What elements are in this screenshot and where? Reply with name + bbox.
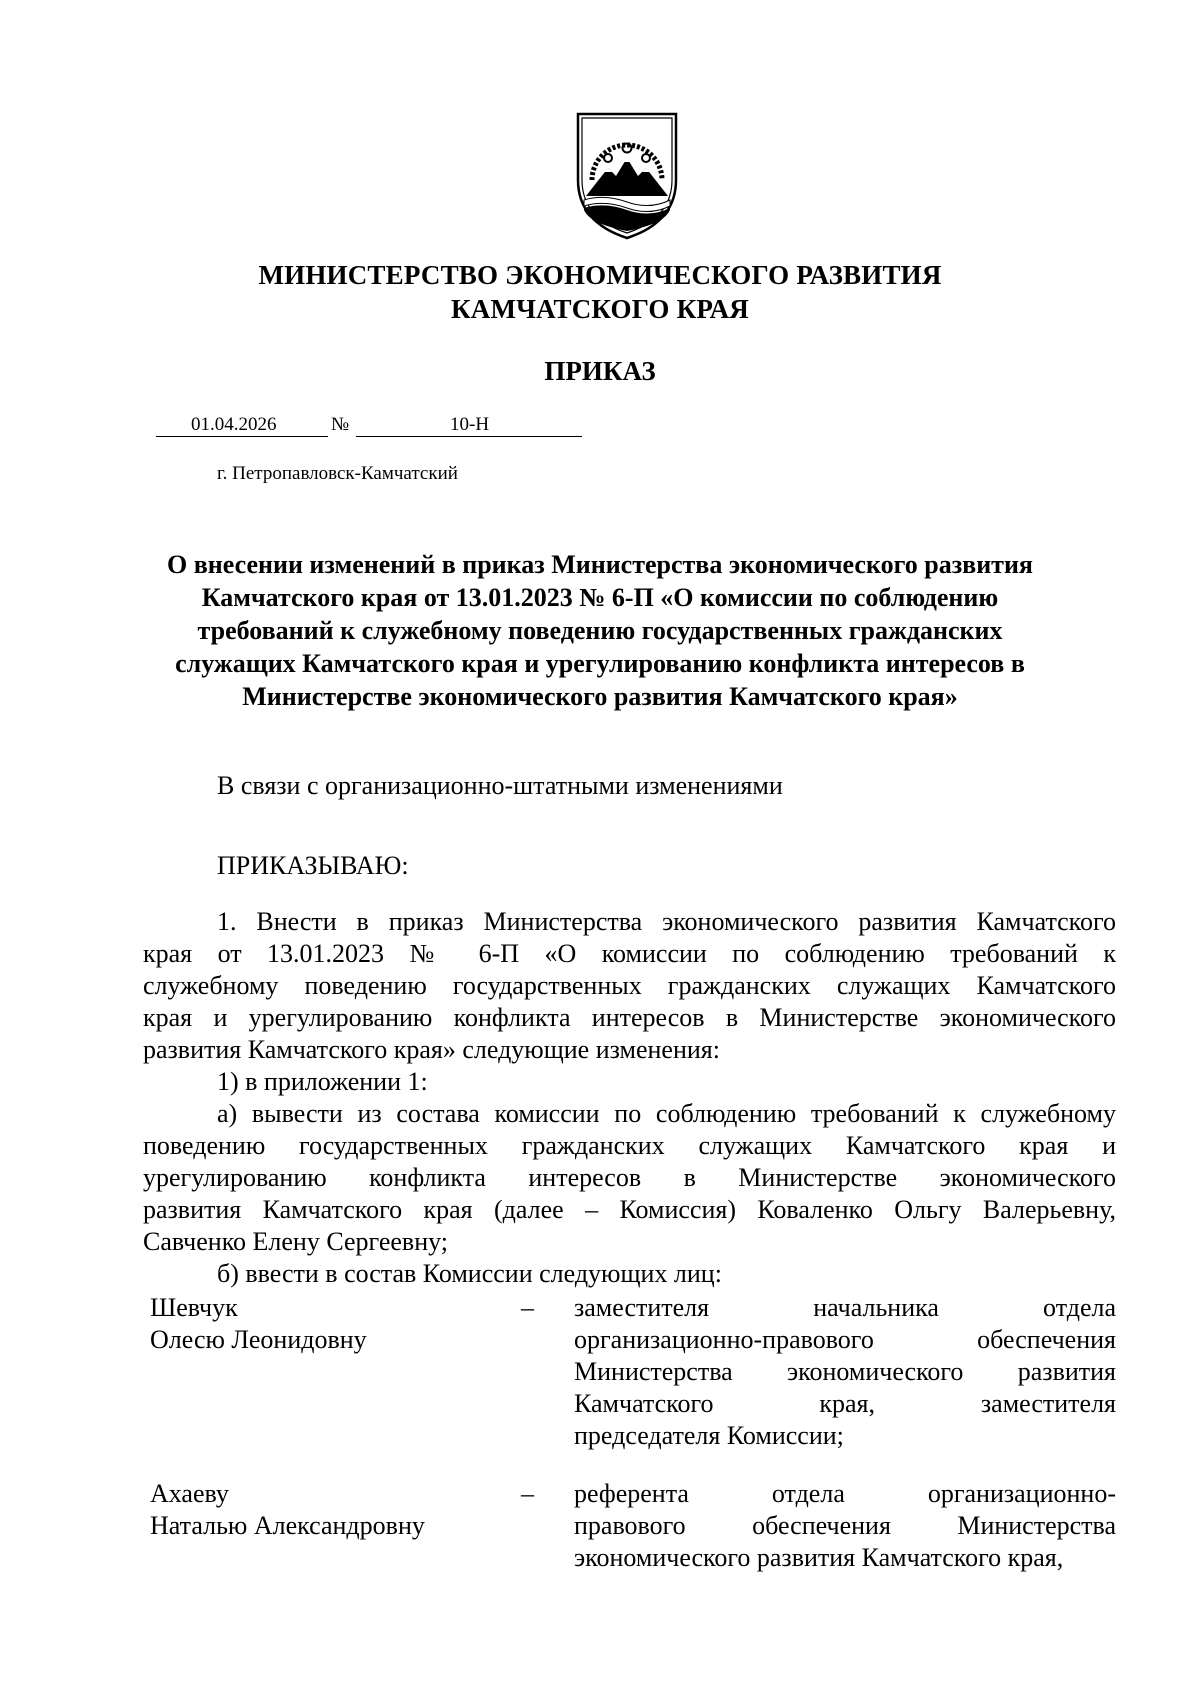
subject-line: служащих Камчатского края и урегулированию конфликта интересов в [175,649,1025,678]
item1-line: служебному поведению государственных гражданских служащих Камчатского [143,971,1116,1000]
registration-line [0,412,1200,438]
ministry-name-line2: КАМЧАТСКОГО КРАЯ [451,294,749,324]
subitem-a-line: урегулированию конфликта интересов в Министерстве экономического [143,1163,1116,1192]
order-date: 01.04.2026 [191,414,277,435]
member-given-names: Наталью Александровну [150,1511,425,1540]
ministry-name-line1: МИНИСТЕРСТВО ЭКОНОМИЧЕСКОГО РАЗВИТИЯ [258,260,942,290]
subject-line: О внесении изменений в приказ Министерства экономического развития [166,550,1033,579]
position-line: организационно-правового обеспечения [574,1325,1116,1354]
position-line: председателя Комиссии; [574,1421,844,1450]
item1-line: края от 13.01.2023 № 6-П «О комиссии по соблюдению требований к [143,939,1116,968]
member-dash: – [521,1293,534,1322]
document-type-title: ПРИКАЗ [544,356,656,386]
position-line: правового обеспечения Министерства [574,1511,1116,1540]
subject-line: Камчатского края от 13.01.2023 № 6-П «О комиссии по соблюдению [201,583,999,612]
member-given-names: Олесю Леонидовну [150,1325,367,1354]
order-number: 10-Н [450,414,490,435]
subitem-a-line: поведению государственных гражданских служащих Камчатского края и [143,1131,1116,1160]
preamble: В связи с организационно-штатными изменениями [217,771,783,800]
position-line: заместителя начальника отдела [574,1293,1116,1322]
member-surname: Ахаеву [150,1479,229,1508]
item1-line: 1. Внести в приказ Министерства экономического развития Камчатского [217,907,1116,936]
city-name: г. Петропавловск-Камчатский [217,463,458,484]
position-line: референта отдела организационно- [574,1479,1116,1508]
position-line: экономического развития Камчатского края, [574,1543,1064,1572]
member-position [574,1292,1116,1452]
subitem-b: б) ввести в состав Комиссии следующих лиц: [217,1259,722,1288]
member-surname: Шевчук [150,1293,238,1322]
item1-line: края и урегулированию конфликта интересов в Министерстве экономического [143,1003,1116,1032]
position-line: Министерства экономического развития [574,1357,1116,1386]
subject-line: требований к служебному поведению государственных гражданских [197,616,1003,645]
member-dash: – [521,1479,534,1508]
subitem-1: 1) в приложении 1: [217,1067,428,1096]
number-sign: № [331,414,350,435]
subject-line: Министерстве экономического развития Камчатского края» [242,682,958,711]
member-position [574,1478,1116,1574]
order-subject [130,548,1070,713]
subitem-a-line: развития Камчатского края (далее – Комиссия) Коваленко Ольгу Валерьевну, [143,1195,1116,1224]
subitem-a-line: а) вывести из состава комиссии по соблюдению требований к служебному [217,1099,1116,1128]
item1-line: развития Камчатского края» следующие изменения: [143,1035,720,1064]
subitem-a-line: Савченко Елену Сергеевну; [143,1227,448,1256]
order-word: ПРИКАЗЫВАЮ: [217,851,409,880]
coat-of-arms-icon [574,110,680,242]
position-line: Камчатского края, заместителя [574,1389,1116,1418]
